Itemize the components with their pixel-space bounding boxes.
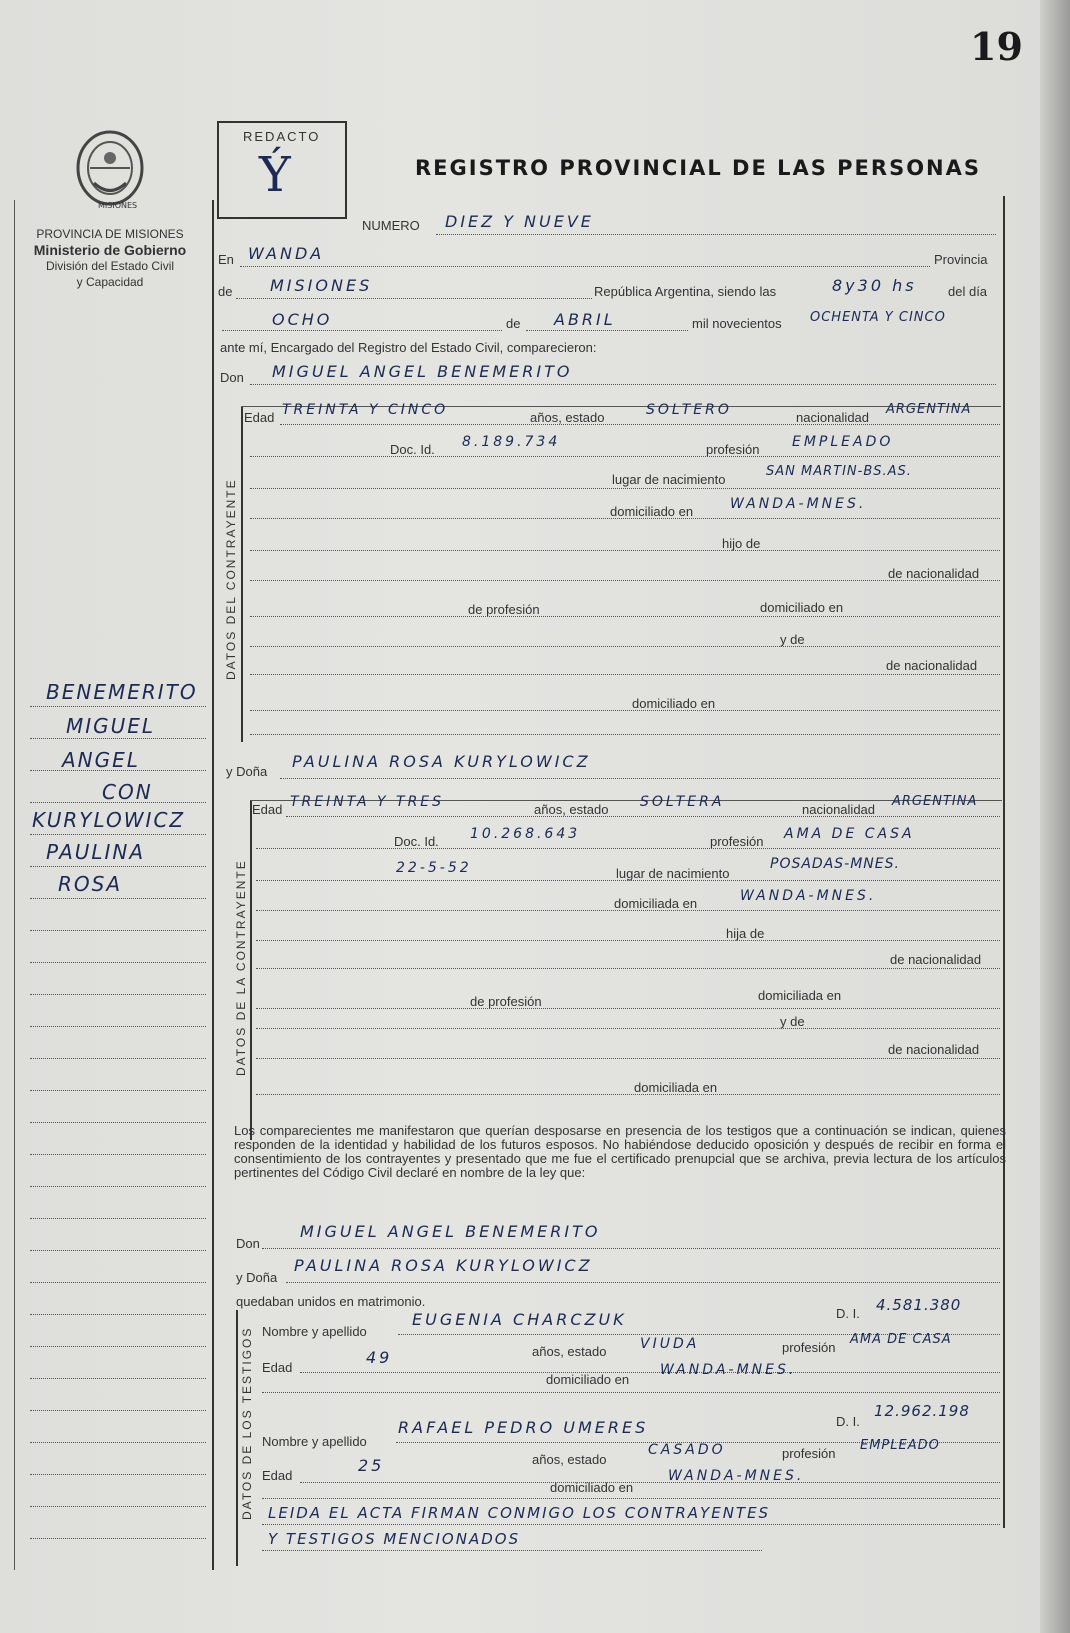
blank-line xyxy=(250,734,1000,735)
profesion-label-2: profesión xyxy=(710,834,764,849)
margin-rule xyxy=(30,1090,206,1091)
division-line: División del Estado Civil xyxy=(45,259,175,273)
margin-rule xyxy=(30,1538,206,1539)
dom-madre-line xyxy=(250,710,1000,711)
margin-rule xyxy=(30,962,206,963)
doc-ella-line xyxy=(256,848,1000,849)
margin-rule xyxy=(30,898,206,899)
margin-note-line: KURYLOWICZ xyxy=(32,808,186,832)
datos-testigos-label: DATOS DE LOS TESTIGOS xyxy=(240,1326,254,1520)
margin-rule xyxy=(30,1442,206,1443)
profesion-label-4: profesión xyxy=(782,1446,836,1461)
hija-de-label: hija de xyxy=(726,926,765,941)
madre-line xyxy=(250,646,1000,647)
nombre-label-2: Nombre y apellido xyxy=(262,1434,367,1449)
prof-ella-value: AMA DE CASA xyxy=(784,826,915,842)
dia-line xyxy=(222,330,502,331)
form-left-border xyxy=(212,200,214,1570)
margin-rule xyxy=(30,1026,206,1027)
t1-dom-line xyxy=(262,1392,1000,1393)
domiciliada-label: domiciliada en xyxy=(614,896,698,911)
redacto-signature: Ý xyxy=(259,147,291,203)
domiciliado-label-3: domiciliado en xyxy=(546,1372,630,1387)
lugar-el-value: SAN MARTIN-BS.AS. xyxy=(766,464,912,479)
de-nacionalidad-label-2: de nacionalidad xyxy=(886,658,978,673)
anos-estado-label: años, estado xyxy=(530,410,605,425)
margin-rule xyxy=(30,1154,206,1155)
nac-padre-line xyxy=(250,580,1000,581)
doc-ella-value: 10.268.643 xyxy=(470,826,581,842)
domiciliado-en-label: domiciliado en xyxy=(760,600,844,615)
republica-label: República Argentina, siendo las xyxy=(594,284,777,299)
decl-dona-line xyxy=(286,1282,1000,1283)
nombre-label: Nombre y apellido xyxy=(262,1324,367,1339)
margin-rule xyxy=(30,1058,206,1059)
redacto-box xyxy=(217,121,347,219)
provincia-label: Provincia xyxy=(934,252,988,267)
province-seal-icon xyxy=(70,128,150,214)
margin-rule xyxy=(30,1218,206,1219)
di-label: D. I. xyxy=(836,1306,860,1321)
profesion-label-3: profesión xyxy=(782,1340,836,1355)
contrayente-bracket xyxy=(241,406,243,742)
lugar-nac-label-2: lugar de nacimiento xyxy=(616,866,730,881)
ministry-header xyxy=(10,226,210,290)
lugar-ella-value: POSADAS-MNES. xyxy=(770,856,900,872)
closing-line-2: Y TESTIGOS MENCIONADOS xyxy=(268,1530,521,1548)
hora-value: 8y30 hs xyxy=(832,276,917,295)
domiciliada-en-label: domiciliada en xyxy=(758,988,842,1003)
page-title: REGISTRO PROVINCIAL DE LAS PERSONAS xyxy=(415,156,982,180)
del-dia-label: del día xyxy=(948,284,988,299)
numero-line xyxy=(436,234,996,235)
hijo-de-label: hijo de xyxy=(722,536,761,551)
lugar-ella-line xyxy=(256,880,1000,881)
y-dona-label: y Doña xyxy=(226,764,268,779)
margin-note-line: ROSA xyxy=(58,872,123,896)
fecha-nac-ella-value: 22-5-52 xyxy=(396,860,472,876)
profesion-label: profesión xyxy=(706,442,760,457)
en-label: En xyxy=(218,252,234,267)
doc-el-value: 8.189.734 xyxy=(462,434,561,450)
t2-nombre-value: RAFAEL PEDRO UMERES xyxy=(398,1418,649,1437)
nac-el-value: ARGENTINA xyxy=(886,402,972,417)
estado-ella-value: SOLTERA xyxy=(640,794,725,810)
quedaban-text: quedaban unidos en matrimonio. xyxy=(236,1294,426,1309)
dom-el-value: WANDA-MNES. xyxy=(730,496,867,512)
dom-madre-ella-line xyxy=(256,1094,1000,1095)
di-label-2: D. I. xyxy=(836,1414,860,1429)
ante-text: ante mí, Encargado del Registro del Estado Civil, comparecieron: xyxy=(220,340,597,355)
edad-label: Edad xyxy=(244,410,275,425)
nacionalidad-label-2: nacionalidad xyxy=(802,802,876,817)
lugar-line xyxy=(250,488,1000,489)
mes-value: ABRIL xyxy=(554,310,616,329)
margin-rule xyxy=(30,1186,206,1187)
edad-ella-value: TREINTA Y TRES xyxy=(290,794,445,810)
margin-rule xyxy=(30,834,206,835)
margin-note-line: BENEMERITO xyxy=(46,680,198,704)
edad-label-3: Edad xyxy=(262,1360,293,1375)
margin-note-line: CON xyxy=(102,780,153,804)
dom-ella-value: WANDA-MNES. xyxy=(740,888,877,904)
de-label: de xyxy=(218,284,233,299)
capacity-line: y Capacidad xyxy=(76,275,144,289)
anos-estado-label-4: años, estado xyxy=(532,1452,607,1467)
dona-value: PAULINA ROSA KURYLOWICZ xyxy=(292,752,591,771)
madre-ella-line xyxy=(256,1028,1000,1029)
doc-label-2: Doc. Id. xyxy=(394,834,439,849)
datos-contrayenta-label: DATOS DE LA CONTRAYENTE xyxy=(234,859,248,1076)
closing-line-1: LEIDA EL ACTA FIRMAN CONMIGO LOS CONTRAYENTES xyxy=(268,1504,771,1522)
edad-ella-line xyxy=(286,816,1000,817)
ministry-line: Ministerio de Gobierno xyxy=(33,242,187,258)
de-provincia-value: MISIONES xyxy=(270,276,373,295)
t2-di-value: 12.962.198 xyxy=(874,1402,970,1420)
decl-don-line xyxy=(262,1248,1000,1249)
edad-el-value: TREINTA Y CINCO xyxy=(282,402,449,418)
dom-line xyxy=(250,518,1000,519)
margin-note-line: PAULINA xyxy=(46,840,146,864)
datos-contrayente-label: DATOS DEL CONTRAYENTE xyxy=(224,478,238,680)
t2-edad-value: 25 xyxy=(358,1456,385,1475)
nac-madre-line xyxy=(250,674,1000,675)
t1-di-value: 4.581.380 xyxy=(876,1296,962,1314)
t1-edad-line xyxy=(300,1372,1000,1373)
form-right-border xyxy=(1003,196,1005,1528)
decl-dona-value: PAULINA ROSA KURYLOWICZ xyxy=(294,1256,593,1275)
margin-rule xyxy=(30,1282,206,1283)
mes-line xyxy=(526,330,688,331)
lugar-nac-label: lugar de nacimiento xyxy=(612,472,726,487)
margin-rule xyxy=(30,770,206,771)
margin-note-line: MIGUEL xyxy=(66,714,156,738)
domiciliado-label-2: domiciliado en xyxy=(632,696,716,711)
don-line xyxy=(250,384,996,385)
de-nacionalidad-label: de nacionalidad xyxy=(888,566,980,581)
don-label-2: Don xyxy=(236,1236,260,1251)
de-line xyxy=(236,298,592,299)
domiciliado-label-4: domiciliado en xyxy=(550,1480,634,1495)
en-line xyxy=(240,266,930,267)
testigos-bracket xyxy=(236,1310,238,1566)
margin-rule xyxy=(30,1346,206,1347)
margin-rule xyxy=(30,1506,206,1507)
mil-label: mil novecientos xyxy=(692,316,782,331)
domiciliada-label-2: domiciliada en xyxy=(634,1080,718,1095)
de-nacionalidad-label-4: de nacionalidad xyxy=(888,1042,980,1057)
don-value: MIGUEL ANGEL BENEMERITO xyxy=(272,362,573,381)
margin-note-line: ANGEL xyxy=(62,748,140,772)
margin-rule xyxy=(30,1410,206,1411)
nacionalidad-label: nacionalidad xyxy=(796,410,870,425)
y-de-label: y de xyxy=(780,632,805,647)
margin-rule xyxy=(30,930,206,931)
margin-rule xyxy=(30,1250,206,1251)
nac-padre-ella-line xyxy=(256,968,1000,969)
declaration-paragraph: Los comparecientes me manifestaron que querían desposarse en presencia de los testigos que a continuación se indican, quienes responden de la identidad y habilidad de los futuros esposos. No habiéndose deducido oposición y después de recibir en forma el consentimiento de los contrayentes y presentado que me fue el certificado prenupcial que se archiva, previa lectura de los artículos pertinentes del Código Civil declaré en nombre de la ley que: xyxy=(234,1123,1006,1180)
margin-rule xyxy=(30,1122,206,1123)
edad-label-4: Edad xyxy=(262,1468,293,1483)
t2-edad-line xyxy=(300,1482,1000,1483)
anos-estado-label-2: años, estado xyxy=(534,802,609,817)
t2-prof-value: EMPLEADO xyxy=(860,1438,940,1453)
t2-estado-value: CASADO xyxy=(648,1442,726,1458)
left-margin-line xyxy=(14,200,15,1570)
redacto-label: REDACTO xyxy=(243,129,321,144)
nac-madre-ella-line xyxy=(256,1058,1000,1059)
province-line: PROVINCIA DE MISIONES xyxy=(36,227,184,241)
estado-el-value: SOLTERO xyxy=(646,402,732,418)
en-value: WANDA xyxy=(248,244,325,263)
seal-text: MISIONES xyxy=(98,201,138,210)
t2-dom-value: WANDA-MNES. xyxy=(668,1468,805,1484)
prof-padre-line xyxy=(250,616,1000,617)
anio-value: OCHENTA Y CINCO xyxy=(810,310,946,325)
margin-rule xyxy=(30,866,206,867)
numero-label: NUMERO xyxy=(362,218,420,233)
hijo-line xyxy=(250,550,1000,551)
numero-value: DIEZ Y NUEVE xyxy=(445,212,594,231)
hija-line xyxy=(256,940,1000,941)
prof-el-value: EMPLEADO xyxy=(792,434,894,450)
closing-rule-1 xyxy=(262,1524,1000,1525)
y-de-label-2: y de xyxy=(780,1014,805,1029)
dia-value: OCHO xyxy=(272,310,333,329)
margin-rule xyxy=(30,1314,206,1315)
nac-ella-value: ARGENTINA xyxy=(892,794,978,809)
closing-rule-2 xyxy=(262,1550,762,1551)
de-nacionalidad-label-3: de nacionalidad xyxy=(890,952,982,967)
don-label: Don xyxy=(220,370,244,385)
de2-label: de xyxy=(506,316,521,331)
t1-edad-value: 49 xyxy=(366,1348,393,1367)
domiciliado-label: domiciliado en xyxy=(610,504,694,519)
prof-padre-ella-line xyxy=(256,1008,1000,1009)
page-edge-shadow xyxy=(1040,0,1070,1633)
de-profesion-label-2: de profesión xyxy=(470,994,542,1009)
y-dona-label-2: y Doña xyxy=(236,1270,278,1285)
t1-nombre-value: EUGENIA CHARCZUK xyxy=(412,1310,627,1329)
decl-don-value: MIGUEL ANGEL BENEMERITO xyxy=(300,1222,601,1241)
de-profesion-label: de profesión xyxy=(468,602,540,617)
page-number: 19 xyxy=(970,24,1023,69)
doc-line xyxy=(250,456,1000,457)
t1-estado-value: VIUDA xyxy=(640,1336,700,1352)
t1-dom-value: WANDA-MNES. xyxy=(660,1362,797,1378)
dona-line xyxy=(280,778,1000,779)
margin-rule xyxy=(30,1474,206,1475)
dom-ella-line xyxy=(256,910,1000,911)
margin-rule xyxy=(30,994,206,995)
margin-rule xyxy=(30,1378,206,1379)
contrayenta-bracket xyxy=(250,800,252,1140)
t1-prof-value: AMA DE CASA xyxy=(850,1332,952,1347)
anos-estado-label-3: años, estado xyxy=(532,1344,607,1359)
margin-rule xyxy=(30,738,206,739)
doc-label: Doc. Id. xyxy=(390,442,435,457)
edad-line xyxy=(280,424,1000,425)
t2-dom-line xyxy=(262,1498,1000,1499)
edad-label-2: Edad xyxy=(252,802,283,817)
margin-rule xyxy=(30,802,206,803)
margin-rule xyxy=(30,706,206,707)
